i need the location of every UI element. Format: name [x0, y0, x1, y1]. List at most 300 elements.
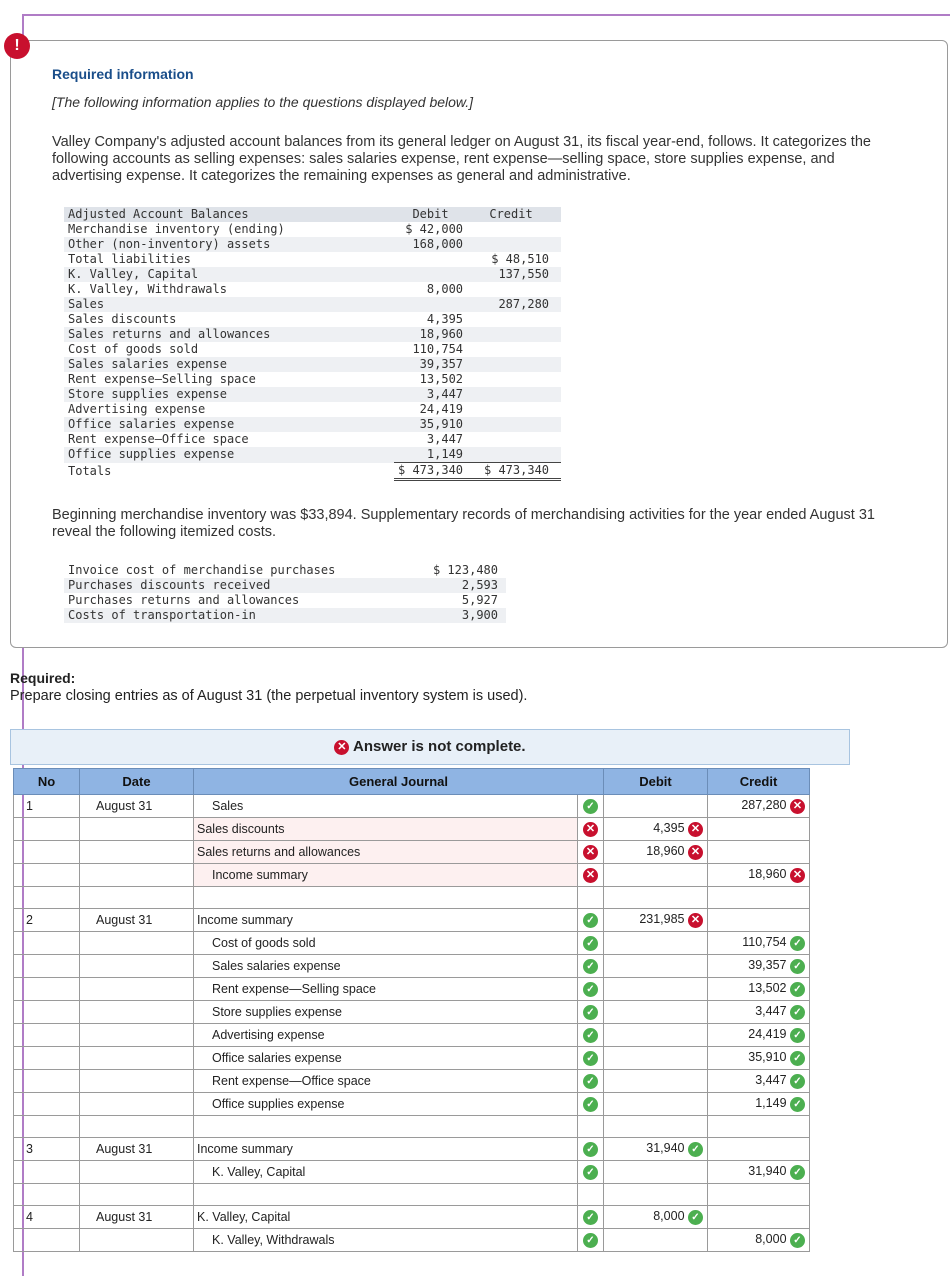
balance-debit: [394, 252, 469, 267]
journal-row: [14, 1138, 810, 1161]
cost-value: 2,593: [412, 578, 506, 593]
date-text: [80, 1165, 96, 1179]
entry-number: [14, 1093, 80, 1116]
credit-amount: 1,149: [755, 1096, 787, 1111]
check-circle-icon: ✓: [790, 936, 805, 951]
debit-cell[interactable]: [604, 955, 708, 978]
date-text: August 31: [96, 913, 153, 927]
account-cell[interactable]: [194, 1001, 578, 1024]
balance-credit: $ 48,510: [491, 252, 550, 266]
totals-label: Totals: [68, 463, 112, 478]
balance-row: [64, 372, 561, 387]
account-text: Rent expense—Selling space: [212, 982, 376, 996]
credit-cell[interactable]: [708, 1161, 810, 1184]
empty-cell: [604, 1184, 708, 1206]
totals-debit: $ 473,340: [394, 463, 469, 480]
balance-row: [64, 282, 561, 297]
balance-account: Total liabilities: [68, 252, 191, 266]
col-general-journal: General Journal: [194, 769, 604, 795]
account-cell[interactable]: [194, 1206, 578, 1229]
cost-row: [64, 608, 506, 623]
credit-amount: 24,419: [748, 1027, 787, 1042]
entry-number: [14, 978, 80, 1001]
balance-account: Sales salaries expense: [64, 357, 394, 372]
debit-cell[interactable]: [604, 1001, 708, 1024]
date-text: [80, 822, 96, 836]
entry-number: [14, 1229, 80, 1252]
journal-spacer-row: [14, 887, 810, 909]
date-cell[interactable]: [80, 1001, 194, 1024]
balance-debit: 110,754: [412, 342, 464, 356]
journal-row: [14, 932, 810, 955]
account-text: K. Valley, Withdrawals: [212, 1233, 335, 1247]
account-text: Cost of goods sold: [212, 936, 316, 950]
balance-account: Rent expense—Selling space: [68, 372, 256, 386]
cost-label: Costs of transportation-in: [64, 608, 412, 623]
journal-row: [14, 1070, 810, 1093]
credit-cell[interactable]: [708, 1229, 810, 1252]
journal-spacer-row: [14, 1116, 810, 1138]
answer-status-text: Answer is not complete.: [353, 738, 526, 755]
totals-credit: $ 473,340: [469, 463, 561, 480]
balance-account: Office salaries expense: [64, 417, 394, 432]
check-circle-icon: ✓: [790, 1028, 805, 1043]
date-cell[interactable]: [80, 795, 194, 818]
row-status: [578, 1047, 604, 1070]
date-cell[interactable]: [80, 978, 194, 1001]
x-circle-icon: ✕: [688, 913, 703, 928]
cost-row: [64, 563, 506, 578]
credit-cell[interactable]: [708, 795, 810, 818]
col-date: Date: [80, 769, 194, 795]
debit-amount: 31,940: [646, 1141, 685, 1156]
date-text: August 31: [96, 1142, 153, 1156]
account-text: Store supplies expense: [212, 1005, 342, 1019]
check-circle-icon: ✓: [583, 959, 598, 974]
check-circle-icon: ✓: [583, 936, 598, 951]
date-text: [80, 1074, 96, 1088]
account-cell[interactable]: [194, 818, 578, 841]
row-status: [578, 795, 604, 818]
cost-label: Purchases discounts received: [64, 578, 412, 593]
top-border: [22, 14, 950, 16]
debit-cell[interactable]: [604, 1047, 708, 1070]
date-text: [80, 1233, 96, 1247]
empty-cell: [80, 1116, 194, 1138]
balance-credit: [469, 447, 561, 463]
balance-account: K. Valley, Withdrawals: [68, 282, 227, 296]
balance-row: [64, 312, 561, 327]
account-text: Sales discounts: [197, 822, 285, 836]
date-text: [80, 936, 96, 950]
check-circle-icon: ✓: [790, 1097, 805, 1112]
entry-number: [14, 818, 80, 841]
empty-cell: [80, 1184, 194, 1206]
alert-icon: !: [4, 33, 30, 59]
account-text: Office salaries expense: [212, 1051, 342, 1065]
credit-amount: 31,940: [748, 1164, 787, 1179]
balance-credit: [469, 342, 561, 357]
balance-row: [64, 252, 561, 267]
credit-cell[interactable]: [708, 1093, 810, 1116]
empty-cell: [14, 887, 80, 909]
date-text: August 31: [96, 1210, 153, 1224]
x-circle-icon: ✕: [334, 740, 349, 755]
cost-value: 3,900: [412, 608, 506, 623]
account-text: Income summary: [197, 1142, 293, 1156]
credit-amount: 18,960: [748, 867, 787, 882]
row-status: [578, 1229, 604, 1252]
date-cell[interactable]: [80, 909, 194, 932]
credit-cell[interactable]: [708, 955, 810, 978]
debit-cell[interactable]: [604, 818, 708, 841]
balance-row: [64, 267, 561, 282]
balance-credit: 137,550: [469, 267, 561, 282]
date-cell[interactable]: [80, 1070, 194, 1093]
row-status: [578, 1138, 604, 1161]
adjusted-balances-table: [64, 207, 561, 481]
empty-cell: [14, 1184, 80, 1206]
balance-row: [64, 387, 561, 402]
row-status: [578, 841, 604, 864]
journal-row: [14, 1229, 810, 1252]
account-text: K. Valley, Capital: [212, 1165, 306, 1179]
balance-account: Advertising expense: [68, 402, 206, 416]
credit-cell[interactable]: [708, 818, 810, 841]
debit-cell[interactable]: [604, 909, 708, 932]
cost-label: Purchases returns and allowances: [68, 593, 300, 607]
col-credit: Credit: [708, 769, 810, 795]
check-circle-icon: ✓: [583, 1142, 598, 1157]
date-cell[interactable]: [80, 1093, 194, 1116]
empty-cell: [578, 1184, 604, 1206]
balance-row: [64, 237, 561, 252]
itemized-costs-table: [64, 563, 506, 623]
balance-row: [64, 327, 561, 342]
empty-cell: [194, 1116, 578, 1138]
date-text: [80, 1028, 96, 1042]
balance-row: [64, 297, 561, 312]
account-text: Rent expense—Office space: [212, 1074, 371, 1088]
entry-number: [14, 795, 80, 818]
empty-cell: [708, 1184, 810, 1206]
balance-credit: [469, 357, 561, 372]
empty-cell: [708, 887, 810, 909]
account-cell[interactable]: [194, 955, 578, 978]
row-status: [578, 909, 604, 932]
balance-account: Sales: [64, 297, 394, 312]
x-circle-icon: ✕: [790, 799, 805, 814]
journal-row: [14, 1093, 810, 1116]
check-circle-icon: ✓: [688, 1210, 703, 1225]
credit-amount: 39,357: [748, 958, 787, 973]
account-cell[interactable]: [194, 864, 578, 887]
credit-cell[interactable]: [708, 978, 810, 1001]
x-circle-icon: ✕: [790, 868, 805, 883]
entry-number-text: 2: [26, 913, 33, 927]
journal-row: [14, 978, 810, 1001]
account-cell[interactable]: [194, 932, 578, 955]
balances-header-debit: Debit: [394, 207, 469, 222]
check-circle-icon: ✓: [583, 1005, 598, 1020]
row-status: [578, 1001, 604, 1024]
balance-account: Merchandise inventory (ending): [68, 222, 285, 236]
row-status: [578, 1093, 604, 1116]
empty-cell: [14, 1116, 80, 1138]
cost-label: Invoice cost of merchandise purchases: [68, 563, 336, 577]
balances-header-row: [64, 207, 561, 222]
debit-amount: 231,985: [639, 912, 685, 927]
balance-debit: 8,000: [426, 282, 464, 296]
date-cell[interactable]: [80, 841, 194, 864]
journal-row: [14, 1047, 810, 1070]
balance-credit: [469, 327, 561, 342]
balance-credit: [469, 282, 561, 297]
balance-account: Store supplies expense: [64, 387, 394, 402]
entry-number: [14, 1047, 80, 1070]
credit-cell[interactable]: [708, 1138, 810, 1161]
balance-account: Sales discounts: [68, 312, 177, 326]
row-status: [578, 1070, 604, 1093]
debit-cell[interactable]: [604, 932, 708, 955]
account-cell[interactable]: [194, 841, 578, 864]
account-cell[interactable]: [194, 1024, 578, 1047]
entry-number: [14, 1001, 80, 1024]
credit-amount: 35,910: [748, 1050, 787, 1065]
journal-row: [14, 1161, 810, 1184]
date-text: [80, 959, 96, 973]
journal-row: [14, 841, 810, 864]
row-status: [578, 1161, 604, 1184]
balance-row: [64, 222, 561, 237]
debit-cell[interactable]: [604, 841, 708, 864]
balance-debit: [394, 267, 469, 282]
balance-credit: [469, 237, 561, 252]
cost-value: 5,927: [461, 593, 498, 607]
debit-cell[interactable]: [604, 1093, 708, 1116]
x-circle-icon: ✕: [583, 868, 598, 883]
balance-credit: [469, 372, 561, 387]
x-circle-icon: ✕: [583, 845, 598, 860]
col-debit: Debit: [604, 769, 708, 795]
credit-cell[interactable]: [708, 932, 810, 955]
balance-credit: [469, 402, 561, 417]
credit-cell[interactable]: [708, 841, 810, 864]
date-text: [80, 1097, 96, 1111]
empty-cell: [194, 1184, 578, 1206]
date-cell[interactable]: [80, 1161, 194, 1184]
balance-account: Sales returns and allowances: [64, 327, 394, 342]
balance-credit: [469, 387, 561, 402]
date-text: August 31: [96, 799, 153, 813]
date-cell[interactable]: [80, 1047, 194, 1070]
cost-row: [64, 593, 506, 608]
credit-cell[interactable]: [708, 909, 810, 932]
balance-debit: 13,502: [419, 372, 464, 386]
debit-cell[interactable]: [604, 1229, 708, 1252]
account-cell[interactable]: [194, 1229, 578, 1252]
credit-amount: 3,447: [755, 1073, 787, 1088]
journal-row: [14, 818, 810, 841]
check-circle-icon: ✓: [583, 1165, 598, 1180]
required-info-subtitle: [The following information applies to the questions displayed below.]: [52, 94, 474, 110]
account-cell[interactable]: [194, 1093, 578, 1116]
balance-debit: 3,447: [426, 432, 464, 446]
balance-credit: [469, 432, 561, 447]
row-status: [578, 1024, 604, 1047]
balance-account: Other (non-inventory) assets: [64, 237, 394, 252]
row-status: [578, 955, 604, 978]
date-cell[interactable]: [80, 932, 194, 955]
check-circle-icon: ✓: [583, 1097, 598, 1112]
account-text: Income summary: [197, 913, 293, 927]
date-cell[interactable]: [80, 955, 194, 978]
balance-debit: 4,395: [426, 312, 464, 326]
balance-debit: 35,910: [394, 417, 469, 432]
credit-cell[interactable]: [708, 1206, 810, 1229]
empty-cell: [194, 887, 578, 909]
credit-cell[interactable]: [708, 1047, 810, 1070]
balance-credit: 287,280: [469, 297, 561, 312]
account-text: K. Valley, Capital: [197, 1210, 291, 1224]
row-status: [578, 978, 604, 1001]
check-circle-icon: ✓: [790, 959, 805, 974]
account-text: Advertising expense: [212, 1028, 325, 1042]
entry-number-text: 1: [26, 799, 33, 813]
balance-debit: [394, 297, 469, 312]
credit-amount: 110,754: [742, 935, 787, 950]
balance-row: [64, 342, 561, 357]
check-circle-icon: ✓: [790, 1005, 805, 1020]
balance-debit: 1,149: [394, 447, 469, 463]
required-label: Required:: [10, 670, 76, 686]
balance-debit: 18,960: [394, 327, 469, 342]
debit-cell[interactable]: [604, 978, 708, 1001]
entry-number: [14, 841, 80, 864]
debit-cell[interactable]: [604, 1138, 708, 1161]
journal-row: [14, 795, 810, 818]
balance-row: [64, 447, 561, 463]
check-circle-icon: ✓: [583, 913, 598, 928]
debit-amount: 18,960: [646, 844, 685, 859]
balance-debit: 39,357: [394, 357, 469, 372]
check-circle-icon: ✓: [790, 1165, 805, 1180]
date-cell[interactable]: [80, 818, 194, 841]
check-circle-icon: ✓: [583, 1210, 598, 1225]
account-text: Sales returns and allowances: [197, 845, 361, 859]
date-cell[interactable]: [80, 1138, 194, 1161]
account-cell[interactable]: [194, 1161, 578, 1184]
row-status: [578, 1206, 604, 1229]
date-text: [80, 1051, 96, 1065]
check-circle-icon: ✓: [790, 1074, 805, 1089]
balance-credit: [469, 417, 561, 432]
account-text: Income summary: [212, 868, 308, 882]
balance-account: Office supplies expense: [64, 447, 394, 463]
balance-account: Cost of goods sold: [68, 342, 199, 356]
check-circle-icon: ✓: [583, 1028, 598, 1043]
credit-amount: 13,502: [748, 981, 787, 996]
entry-number: [14, 932, 80, 955]
required-info-title: Required information: [52, 66, 194, 82]
credit-cell[interactable]: [708, 1001, 810, 1024]
x-circle-icon: ✕: [583, 822, 598, 837]
cost-value: $ 123,480: [432, 563, 498, 577]
empty-cell: [604, 887, 708, 909]
general-journal-table: [13, 768, 810, 1252]
row-status: [578, 932, 604, 955]
cost-row: [64, 578, 506, 593]
journal-row: [14, 955, 810, 978]
balance-debit: $ 42,000: [405, 222, 464, 236]
entry-number: [14, 909, 80, 932]
balance-debit: 3,447: [394, 387, 469, 402]
date-text: [80, 845, 96, 859]
balance-account: K. Valley, Capital: [64, 267, 394, 282]
check-circle-icon: ✓: [583, 1051, 598, 1066]
debit-cell[interactable]: [604, 1024, 708, 1047]
account-cell[interactable]: [194, 978, 578, 1001]
date-text: [80, 982, 96, 996]
row-status: [578, 818, 604, 841]
date-cell[interactable]: [80, 1229, 194, 1252]
entry-number: [14, 864, 80, 887]
problem-description: Valley Company's adjusted account balances from its general ledger on August 31, its fiscal year-end, follows. It categorizes the following accounts as selling expenses: sales salaries expense, rent expense—selling space, store supplies expense, and advertising expense. It categorizes the remaining expenses as general and administrative.: [52, 134, 871, 184]
account-text: Sales: [212, 799, 244, 813]
account-cell[interactable]: [194, 909, 578, 932]
account-cell[interactable]: [194, 1047, 578, 1070]
entry-number: [14, 1070, 80, 1093]
balance-credit: [469, 222, 561, 237]
date-text: [80, 868, 96, 882]
check-circle-icon: ✓: [583, 982, 598, 997]
date-cell[interactable]: [80, 864, 194, 887]
credit-cell[interactable]: [708, 1070, 810, 1093]
debit-cell[interactable]: [604, 1161, 708, 1184]
check-circle-icon: ✓: [688, 1142, 703, 1157]
balance-debit: 168,000: [394, 237, 469, 252]
row-status: [578, 864, 604, 887]
check-circle-icon: ✓: [790, 1233, 805, 1248]
date-cell[interactable]: [80, 1024, 194, 1047]
credit-cell[interactable]: [708, 1024, 810, 1047]
balances-header-account: Adjusted Account Balances: [64, 207, 394, 222]
date-cell[interactable]: [80, 1206, 194, 1229]
entry-number-text: 4: [26, 1210, 33, 1224]
entry-number: [14, 1161, 80, 1184]
balance-row: [64, 402, 561, 417]
credit-amount: 287,280: [741, 798, 787, 813]
balances-header-credit: Credit: [469, 207, 561, 222]
debit-cell[interactable]: [604, 864, 708, 887]
balance-row: [64, 432, 561, 447]
account-cell[interactable]: [194, 1070, 578, 1093]
debit-cell[interactable]: [604, 1070, 708, 1093]
balances-totals-row: [64, 463, 561, 480]
account-cell[interactable]: [194, 795, 578, 818]
date-text: [80, 1005, 96, 1019]
journal-row: [14, 1024, 810, 1047]
required-instruction: Prepare closing entries as of August 31 (the perpetual inventory system is used).: [10, 688, 528, 704]
empty-cell: [604, 1116, 708, 1138]
credit-cell[interactable]: [708, 864, 810, 887]
balance-debit: 24,419: [419, 402, 464, 416]
check-circle-icon: ✓: [583, 1233, 598, 1248]
entry-number: [14, 1206, 80, 1229]
account-cell[interactable]: [194, 1138, 578, 1161]
debit-cell[interactable]: [604, 795, 708, 818]
debit-cell[interactable]: [604, 1206, 708, 1229]
